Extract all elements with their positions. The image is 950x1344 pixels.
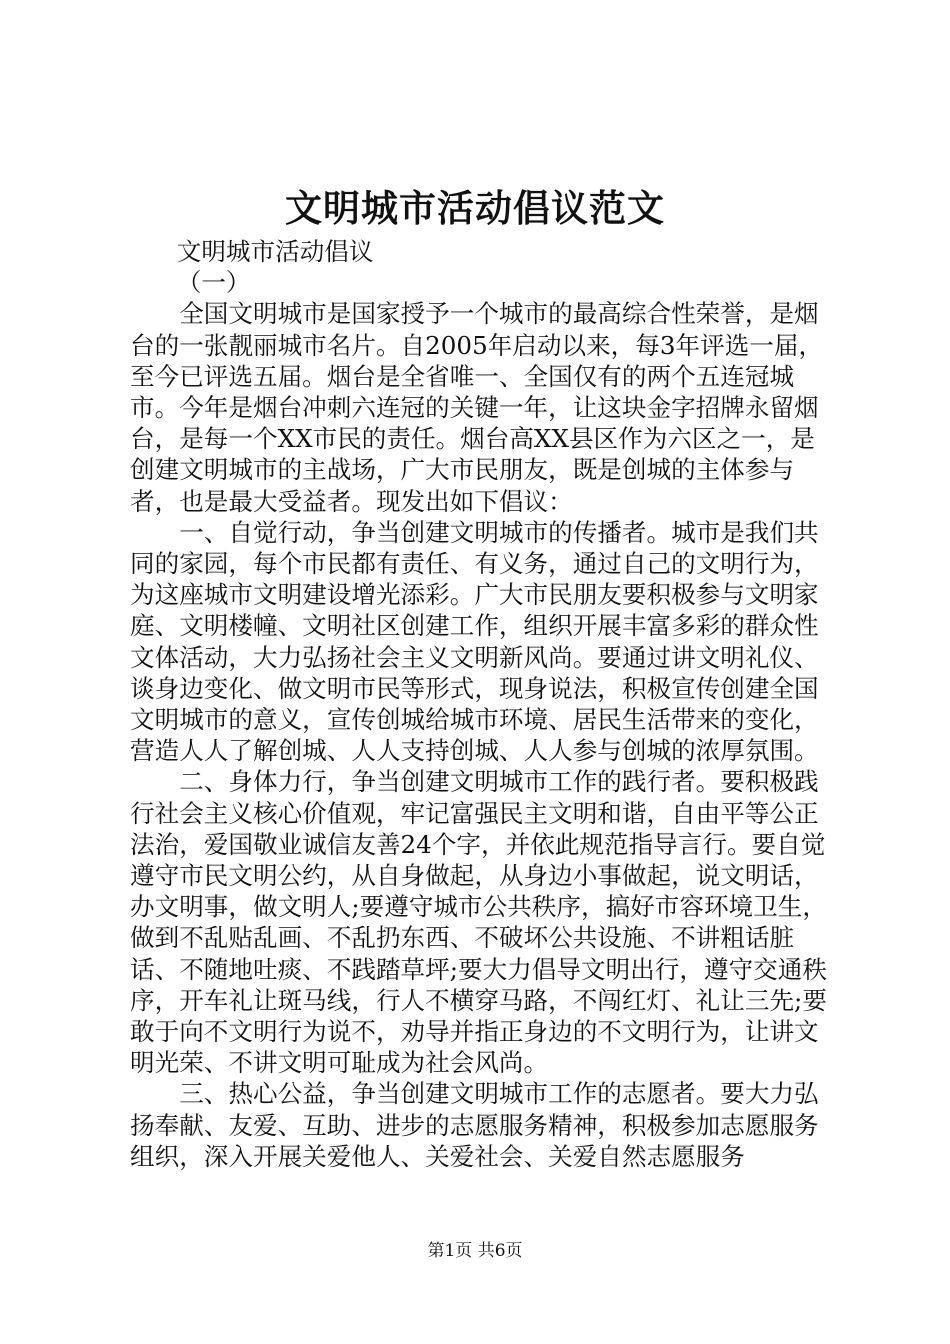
paragraph-three: 三、热心公益，争当创建文明城市工作的志愿者。要大力弘扬奉献、友爱、互助、进步的志愿服务精神，积极参加志愿服务组织，深入开展关爱他人、关爱社会、关爱自然志愿服务: [130, 1079, 819, 1171]
document-body: [130, 236, 830, 1172]
paragraph-one: 一、自觉行动，争当创建文明城市的传播者。城市是我们共同的家园，每个市民都有责任、有义务，通过自己的文明行为，为这座城市文明建设增光添彩。广大市民朋友要积极参与文明家庭、文明楼幢、文明社区创建工作，组织开展丰富多彩的群众性文体活动，大力弘扬社会主义文明新风尚。要通过讲文明礼仪、谈身边变化、做文明市民等形式，现身说法，积极宣传创建全国文明城市的意义，宣传创城给城市环境、居民生活带来的变化，营造人人了解创城、人人支持创城、人人参与创城的浓厚氛围。: [130, 517, 819, 766]
section-marker: （一）: [176, 268, 251, 298]
document-subtitle: 文明城市活动倡议: [176, 237, 374, 266]
paragraph-two: 二、身体力行，争当创建文明城市工作的践行者。要积极践行社会主义核心价值观，牢记富强民主文明和谐，自由平等公正法治，爱国敬业诚信友善24个字，并依此规范指导言行。要自觉遵守市民文明公约，从自身做起，从身边小事做起，说文明话，办文明事，做文明人;要遵守城市公共秩序，搞好市容环境卫生，做到不乱贴乱画、不乱扔东西、不破坏公共设施、不讲粗话脏话、不随地吐痰、不践踏草坪;要大力倡导文明出行，遵守交通秩序，开车礼让斑马线，行人不横穿马路，不闯红灯、礼让三先;要敢于向不文明行为说不，劝导并指正身边的不文明行为，让讲文明光荣、不讲文明可耻成为社会风尚。: [130, 767, 827, 1078]
page-footer: 第1页 共6页: [427, 1241, 523, 1261]
document-title: 文明城市活动倡议范文: [285, 186, 665, 230]
paragraph-intro: 全国文明城市是国家授予一个城市的最高综合性荣誉，是烟台的一张靓丽城市名片。自2005年启动以来，每3年评选一届，至今已评选五届。烟台是全省唯一、全国仅有的两个五连冠城市。今年是烟台冲刺六连冠的关键一年，让这块金字招牌永留烟台，是每一个XX市民的责任。烟台高XX县区作为六区之一，是创建文明城市的主战场，广大市民朋友，既是创城的主体参与者，也是最大受益者。现发出如下倡议：: [130, 299, 824, 516]
